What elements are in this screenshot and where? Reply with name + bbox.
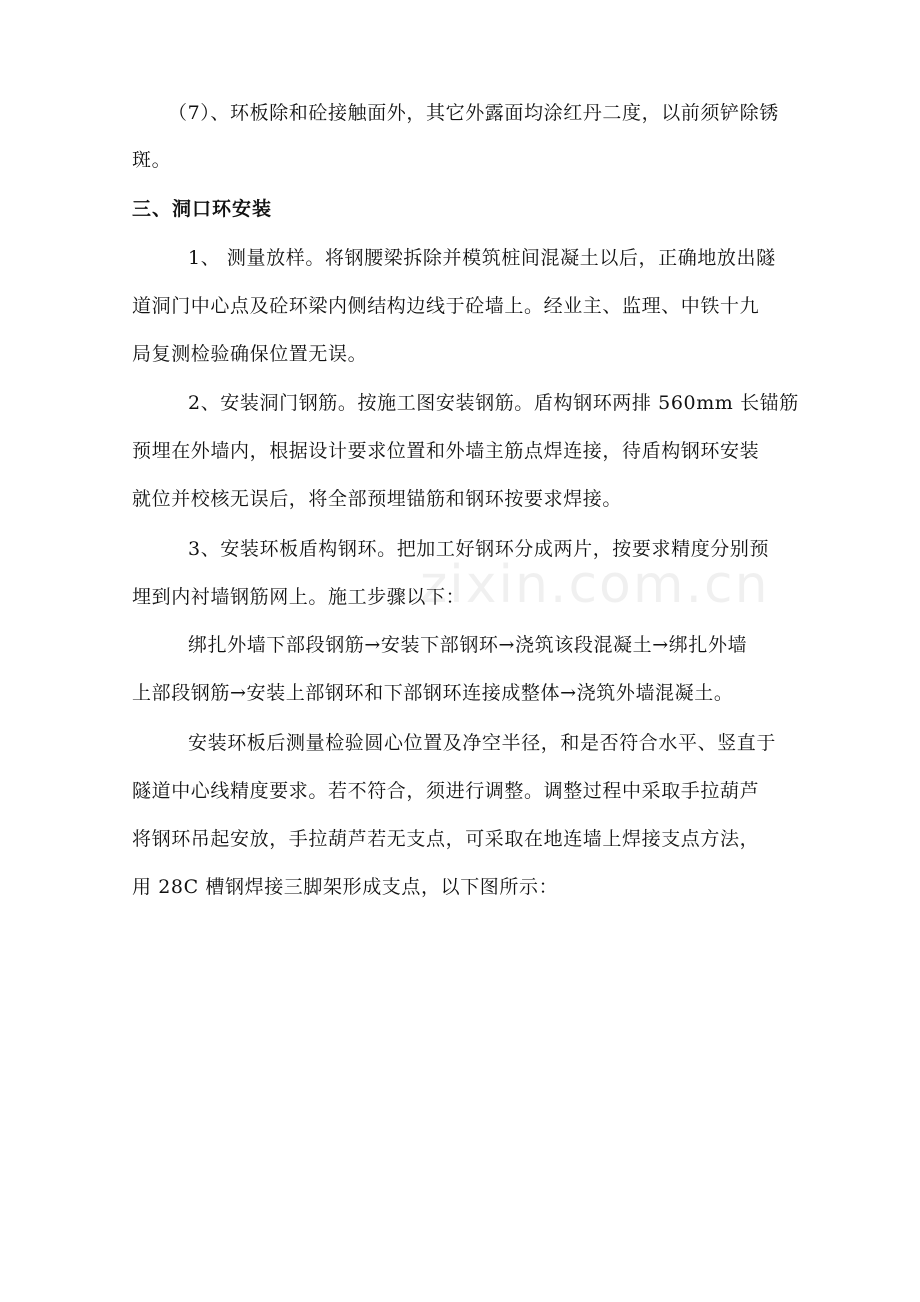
paragraph-4-line-2: 隧道中心线精度要求。若不符合，须进行调整。调整过程中采取手拉葫芦 bbox=[132, 780, 760, 802]
paragraph-1-line-3: 局复测检验确保位置无误。 bbox=[132, 343, 368, 365]
paragraph-3-line-1: 3、安装环板盾构钢环。把加工好钢环分成两片，按要求精度分别预 bbox=[188, 538, 770, 560]
paragraph-2-line-1: 2、安装洞门钢筋。按施工图安装钢筋。盾构钢环两排 560mm 长锚筋 bbox=[188, 392, 799, 414]
paragraph-2-line-3: 就位并校核无误后，将全部预埋锚筋和钢环按要求焊接。 bbox=[132, 488, 623, 510]
paragraph-4-line-4: 用 28C 槽钢焊接三脚架形成支点，以下图所示： bbox=[132, 876, 559, 898]
section-heading: 三、洞口环安装 bbox=[132, 198, 273, 220]
paragraph-1-line-2: 道洞门中心点及砼环梁内侧结构边线于砼墙上。经业主、监理、中铁十九 bbox=[132, 295, 760, 317]
paragraph-2-line-2: 预埋在外墙内，根据设计要求位置和外墙主筋点焊连接，待盾构钢环安装 bbox=[132, 440, 760, 462]
steps-line-1: 绑扎外墙下部段钢筋→安装下部钢环→浇筑该段混凝土→绑扎外墙 bbox=[188, 634, 748, 656]
paragraph-7-line-1: （7）、环板除和砼接触面外，其它外露面均涂红丹二度，以前须铲除锈 bbox=[168, 102, 779, 124]
watermark: zixin.com.cn bbox=[420, 555, 770, 615]
steps-line-2: 上部段钢筋→安装上部钢环和下部钢环连接成整体→浇筑外墙混凝土。 bbox=[132, 682, 734, 704]
paragraph-3-line-2: 埋到内衬墙钢筋网上。施工步骤以下： bbox=[132, 586, 466, 608]
paragraph-4-line-3: 将钢环吊起安放，手拉葫芦若无支点，可采取在地连墙上焊接支点方法， bbox=[132, 828, 760, 850]
paragraph-1-line-1: 1、 测量放样。将钢腰梁拆除并模筑桩间混凝土以后，正确地放出隧 bbox=[188, 247, 776, 269]
paragraph-4-line-1: 安装环板后测量检验圆心位置及净空半径，和是否符合水平、竖直于 bbox=[188, 732, 777, 754]
paragraph-7-line-2: 斑。 bbox=[132, 149, 172, 171]
